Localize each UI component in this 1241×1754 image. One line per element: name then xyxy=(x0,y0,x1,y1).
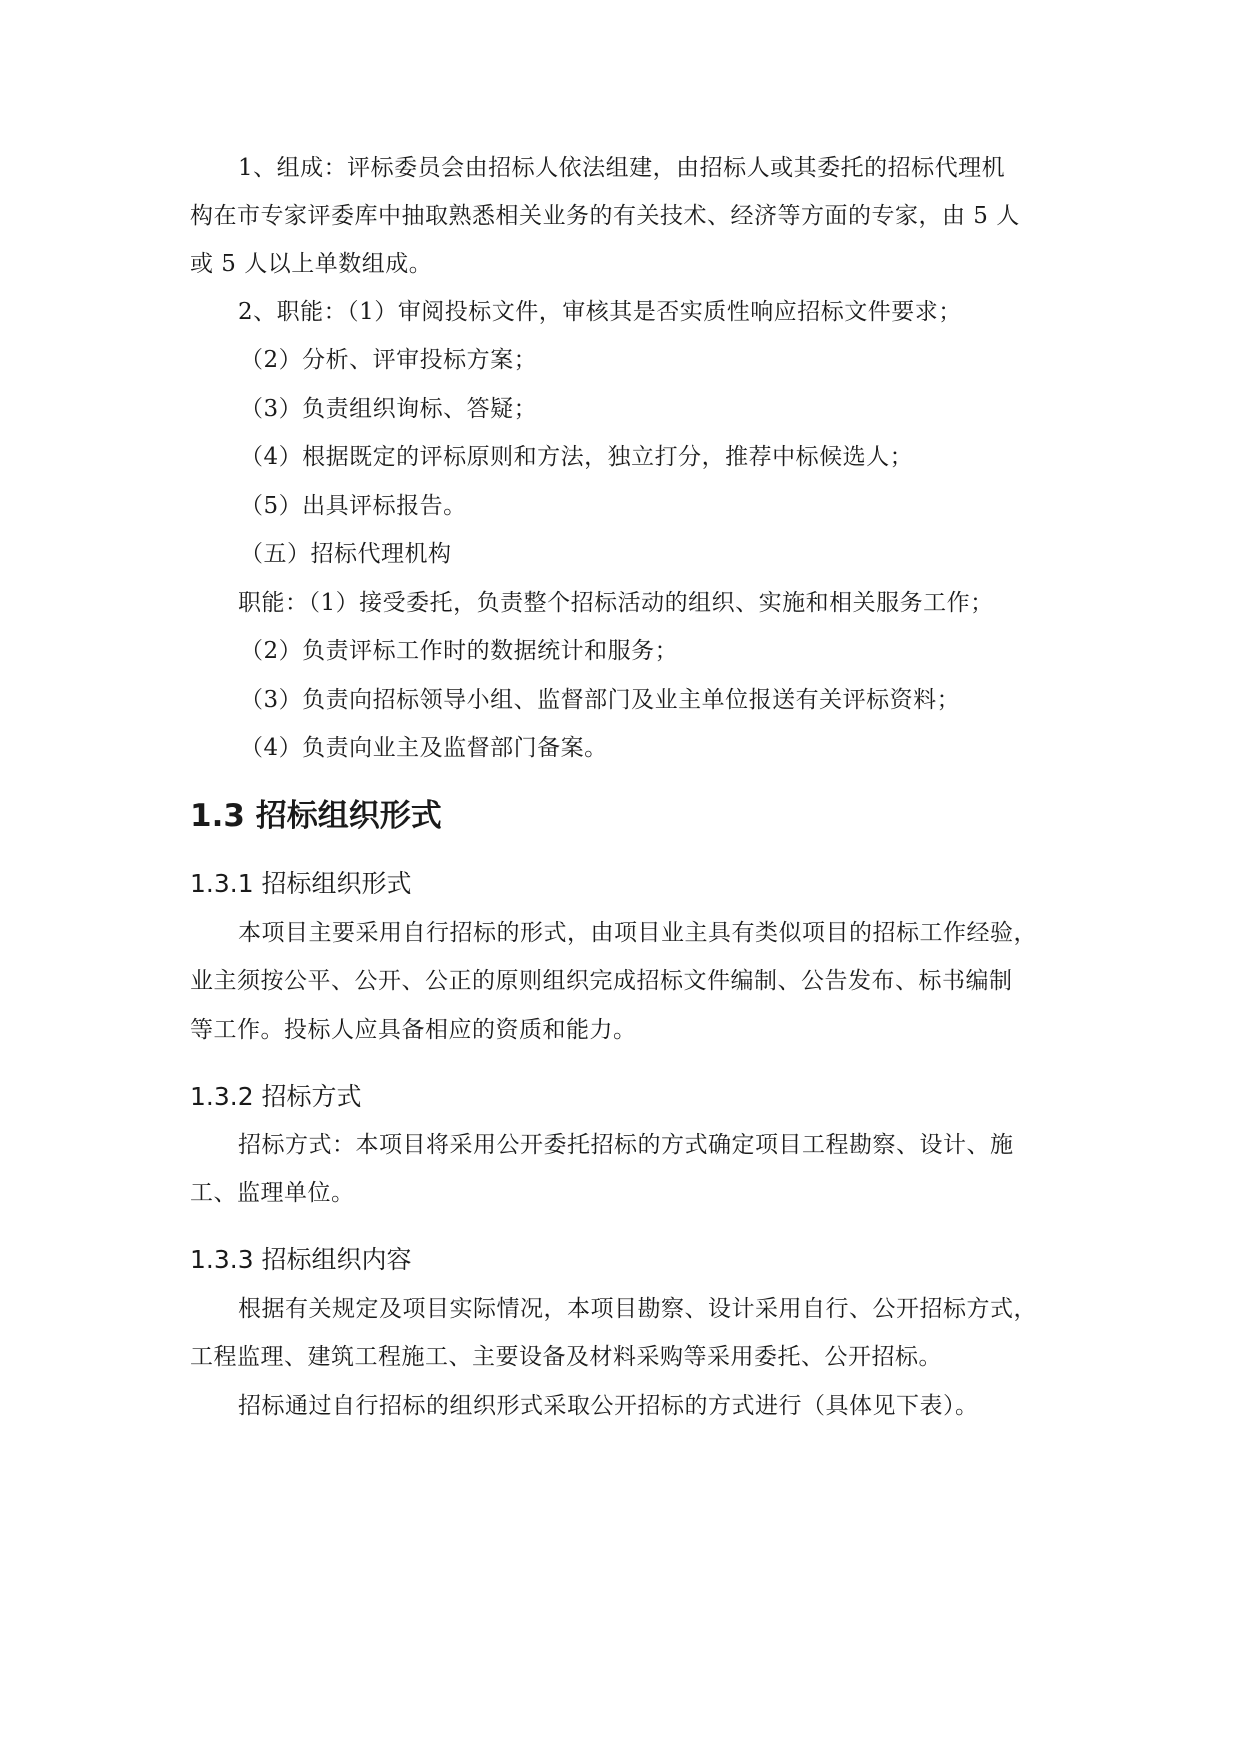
paragraph-line: 或 5 人以上单数组成。 xyxy=(190,251,433,277)
list-item: （4）负责向业主及监督部门备案。 xyxy=(240,735,608,761)
subsection-heading: 1.3.3 招标组织内容 xyxy=(190,1245,412,1274)
paragraph-line: 构在市专家评委库中抽取熟悉相关业务的有关技术、经济等方面的专家，由 5 人 xyxy=(190,203,1020,229)
subsection-title: （五）招标代理机构 xyxy=(240,541,452,567)
list-item: （2）负责评标工作时的数据统计和服务； xyxy=(240,638,679,664)
paragraph-line: 业主须按公平、公开、公正的原则组织完成招标文件编制、公告发布、标书编制 xyxy=(190,968,1013,994)
subsection-heading: 1.3.2 招标方式 xyxy=(190,1082,362,1111)
paragraph-line: 招标通过自行招标的组织形式采取公开招标的方式进行（具体见下表）。 xyxy=(238,1393,979,1419)
section-heading: 1.3 招标组织形式 xyxy=(190,798,442,834)
paragraph-line: 根据有关规定及项目实际情况，本项目勘察、设计采用自行、公开招标方式， xyxy=(238,1296,1037,1322)
subsection-heading: 1.3.1 招标组织形式 xyxy=(190,869,412,898)
list-item: （3）负责向招标领导小组、监督部门及业主单位报送有关评标资料； xyxy=(240,687,961,713)
list-item: （3）负责组织询标、答疑； xyxy=(240,396,538,422)
paragraph-line: 2、职能：（1）审阅投标文件，审核其是否实质性响应招标文件要求； xyxy=(238,299,962,325)
paragraph-line: 职能：（1）接受委托，负责整个招标活动的组织、实施和相关服务工作； xyxy=(238,590,994,616)
paragraph-line: 本项目主要采用自行招标的形式，由项目业主具有类似项目的招标工作经验， xyxy=(238,920,1037,946)
paragraph-line: 招标方式：本项目将采用公开委托招标的方式确定项目工程勘察、设计、施 xyxy=(238,1132,1014,1158)
paragraph-line: 1、组成：评标委员会由招标人依法组建，由招标人或其委托的招标代理机 xyxy=(238,155,1006,181)
list-item: （5）出具评标报告。 xyxy=(240,493,467,519)
list-item: （2）分析、评审投标方案； xyxy=(240,347,538,373)
paragraph-line: 工程监理、建筑工程施工、主要设备及材料采购等采用委托、公开招标。 xyxy=(190,1344,942,1370)
paragraph-line: 工、监理单位。 xyxy=(190,1180,355,1206)
paragraph-line: 等工作。投标人应具备相应的资质和能力。 xyxy=(190,1017,637,1043)
list-item: （4）根据既定的评标原则和方法，独立打分，推荐中标候选人； xyxy=(240,444,914,470)
